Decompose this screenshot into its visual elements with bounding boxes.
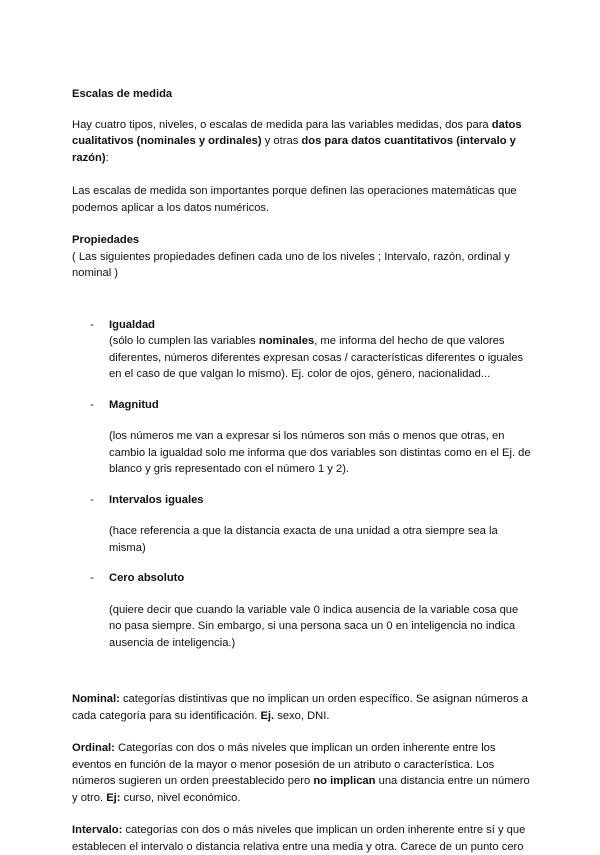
list-item-magnitud xyxy=(72,397,532,478)
bullet-desc-bold: nominales xyxy=(258,335,315,347)
bullet-title: Intervalos iguales xyxy=(109,493,204,506)
document-page xyxy=(72,86,532,855)
definition-text: Categorías con dos o más niveles que implican un orden inherente entre los eventos en función de la mayor o menor posesión de un atributo o característica. Los números sugieren un orden preestablecido pero xyxy=(72,742,496,787)
intro-text-1: Hay cuatro tipos, niveles, o escalas de medida para las variables medidas, dos para xyxy=(72,118,492,131)
bullet-dash: - xyxy=(90,572,94,584)
intro-paragraph xyxy=(72,117,532,167)
bullet-desc-text-1: (sólo lo cumplen las variables xyxy=(109,335,259,347)
intro-text-3: : xyxy=(105,151,109,164)
bullet-description: (los números me van a expresar si los números son más o menos que otras, en cambio la igualdad solo me informa que dos variables son distintas como en el Ej. de blanco y gris representado con el número 1 y 2). xyxy=(109,430,531,475)
bullet-title: Cero absoluto xyxy=(109,572,185,584)
definition-text: sexo, DNI. xyxy=(274,709,330,722)
bullet-dash: - xyxy=(90,318,94,331)
bullet-description: (hace referencia a que la distancia exacta de una unidad a otra siempre sea la misma) xyxy=(109,525,498,554)
bullet-description: (quiere decir que cuando la variable vale 0 indica ausencia de la variable cosa que no pasa siempre. Sin embargo, si una persona saca un 0 en inteligencia no indica ausencia de inteligencia.) xyxy=(109,603,519,649)
scale-definitions xyxy=(72,691,532,855)
definition-text: una distancia entre un número y otro. xyxy=(72,775,530,804)
definition-label: Ordinal: xyxy=(72,742,115,754)
bullet-title: Magnitud xyxy=(109,398,159,411)
list-item-intervalos-iguales xyxy=(72,492,532,557)
definition-text: categorías distintivas que no implican un orden específico. Se asignan números a cada categoría para su identificación. xyxy=(72,693,528,722)
list-item-igualdad xyxy=(72,317,532,383)
intro-text-2: y otras xyxy=(261,135,302,147)
document-title: Escalas de medida xyxy=(72,88,173,100)
definition-text: categorías con dos o más niveles que implican un orden inherente entre sí y que establecen el intervalo o distancia relativa entre una media y otra. Carece de un punto cero xyxy=(72,824,526,853)
bullet-description xyxy=(109,333,532,383)
definition-text: curso, nivel económico. xyxy=(120,791,241,804)
bullet-desc-text-2: , me informa del hecho de que valores diferentes, números diferentes expresan cosas / características diferentes o iguales en el caso de que valgan lo mismo). Ej. color de ojos, género, nacionalidad... xyxy=(109,335,524,380)
properties-heading: Propiedades xyxy=(72,234,140,246)
example-label: Ej: xyxy=(106,791,121,804)
example-label: Ej. xyxy=(260,709,275,722)
definition-intervalo xyxy=(72,822,532,855)
properties-list xyxy=(72,317,532,652)
bullet-title: Igualdad xyxy=(109,318,155,331)
importance-paragraph: Las escalas de medida son importantes porque definen las operaciones matemáticas que podemos aplicar a los datos numéricos. xyxy=(72,185,517,214)
definition-nominal xyxy=(72,691,532,724)
bullet-dash: - xyxy=(90,493,94,506)
definition-ordinal xyxy=(72,740,532,806)
definition-label: Intervalo: xyxy=(72,824,123,836)
definition-label: Nominal: xyxy=(72,693,120,705)
intro-bold-qualitative: datos cualitativos (nominales y ordinales) xyxy=(72,118,522,147)
properties-subtitle: ( Las siguientes propiedades definen cada uno de los niveles ; Intervalo, razón, ordinal y nominal ) xyxy=(72,250,510,279)
bullet-dash: - xyxy=(90,398,94,411)
definition-bold: no implican xyxy=(313,775,376,787)
list-item-cero-absoluto xyxy=(72,570,532,651)
intro-bold-quantitative: dos para datos cuantitativos (intervalo y razón) xyxy=(72,135,516,164)
